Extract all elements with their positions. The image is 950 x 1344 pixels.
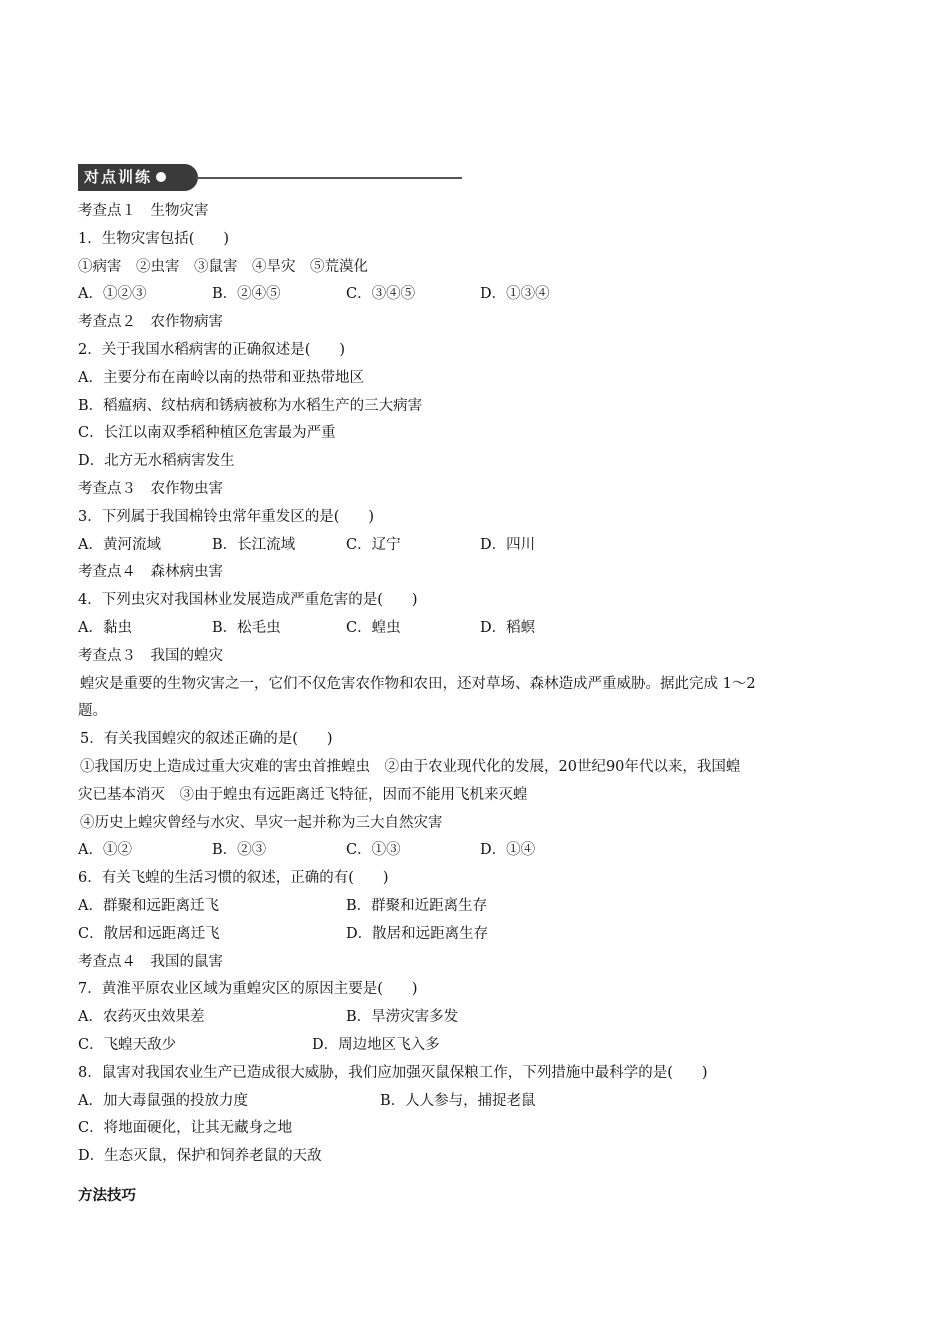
- option-a: A．主要分布在南岭以南的热带和亚热带地区: [78, 369, 364, 386]
- question-4-options: [78, 615, 868, 643]
- topic-heading: 考查点１ 生物灾害: [78, 203, 209, 219]
- topic-heading: 考查点４ 我国的鼠害: [78, 953, 223, 970]
- option-c: C．③④⑤: [346, 286, 416, 303]
- question-1: 1．生物灾害包括( ): [78, 230, 230, 247]
- option-b: B．稻瘟病、纹枯病和锈病被称为水稻生产的三大病害: [78, 397, 423, 414]
- section-header: [78, 164, 462, 191]
- option-a: A．加大毒鼠强的投放力度: [78, 1092, 248, 1109]
- question-5-statement: 灾已基本消灭 ③由于蝗虫有远距离迁飞特征，因而不能用飞机来灭蝗: [78, 786, 528, 803]
- option-c: C．散居和远距离迁飞: [78, 925, 220, 942]
- option-c: C．①③: [346, 842, 401, 859]
- option-c: C．飞蝗天敌少: [78, 1036, 177, 1053]
- question-7: 7．黄淮平原农业区域为重蝗灾区的原因主要是( ): [78, 981, 418, 998]
- question-list: [78, 198, 868, 1171]
- option-b: B．②④⑤: [212, 286, 281, 303]
- topic-heading: 考查点３ 我国的蝗灾: [78, 647, 223, 664]
- question-2: 2．关于我国水稻病害的正确叙述是( ): [78, 341, 346, 358]
- question-6-options: [78, 893, 868, 921]
- option-c: C．将地面硬化，让其无藏身之地: [78, 1120, 293, 1137]
- option-c: C．蝗虫: [346, 619, 401, 636]
- question-5-statement: ①我国历史上造成过重大灾难的害虫首推蝗虫 ②由于农业现代化的发展，20世纪90年代以来，我国蝗: [80, 758, 741, 775]
- option-d: D．散居和远距离生存: [346, 925, 489, 942]
- option-a: A．群聚和远距离迁飞: [78, 897, 219, 914]
- question-3-options: [78, 532, 868, 560]
- question-7-options: [78, 1032, 868, 1060]
- header-divider: [196, 177, 462, 179]
- option-a: A．黄河流域: [78, 536, 161, 553]
- question-4: 4．下列虫灾对我国林业发展造成严重危害的是( ): [78, 592, 418, 609]
- option-c: C．辽宁: [346, 536, 401, 553]
- question-1-items: ①病害 ②虫害 ③鼠害 ④旱灾 ⑤荒漠化: [78, 258, 368, 275]
- passage-line: 蝗灾是重要的生物灾害之一，它们不仅危害农作物和农田，还对草场、森林造成严重威胁。据此完成 1～2: [80, 675, 756, 692]
- question-8: 8．鼠害对我国农业生产已造成很大威胁，我们应加强灭鼠保粮工作，下列措施中最科学的是( ): [78, 1064, 708, 1081]
- option-b: B．旱涝灾害多发: [346, 1009, 459, 1026]
- option-d: D．①③④: [480, 286, 550, 303]
- question-5-options: [78, 837, 868, 865]
- topic-heading: 考查点４ 森林病虫害: [78, 564, 223, 581]
- option-a: A．①②: [78, 842, 132, 859]
- option-d: D．稻螟: [480, 619, 536, 636]
- option-d: D．①④: [480, 842, 536, 859]
- option-b: B．群聚和近距离生存: [346, 897, 488, 914]
- option-b: B．松毛虫: [212, 619, 281, 636]
- option-d: D．四川: [480, 536, 536, 553]
- option-d: D．生态灭鼠，保护和饲养老鼠的天敌: [78, 1148, 322, 1165]
- option-a: A．农药灭虫效果差: [78, 1009, 205, 1026]
- question-6-options: [78, 921, 868, 949]
- bullet-icon: [156, 172, 166, 182]
- passage-line: 题。: [78, 703, 107, 720]
- option-c: C．长江以南双季稻种植区危害最为严重: [78, 425, 336, 442]
- topic-heading: 考查点２ 农作物病害: [78, 314, 223, 331]
- topic-heading: 考查点３ 农作物虫害: [78, 480, 223, 497]
- option-b: B．②③: [212, 842, 267, 859]
- question-6: 6．有关飞蝗的生活习惯的叙述，正确的有( ): [78, 870, 389, 887]
- question-8-options: [78, 1088, 868, 1116]
- question-5: 5．有关我国蝗灾的叙述正确的是( ): [80, 731, 333, 748]
- question-5-statement: ④历史上蝗灾曾经与水灾、旱灾一起并称为三大自然灾害: [80, 814, 443, 831]
- method-heading: 方法技巧: [78, 1188, 136, 1204]
- option-a: A．①②③: [78, 286, 147, 303]
- section-header-label: 对点训练: [78, 164, 198, 191]
- option-a: A．黏虫: [78, 619, 132, 636]
- question-1-options: [78, 281, 868, 309]
- option-d: D．北方无水稻病害发生: [78, 453, 235, 470]
- option-d: D．周边地区飞入多: [312, 1036, 440, 1053]
- question-3: 3．下列属于我国棉铃虫常年重发区的是( ): [78, 508, 375, 525]
- option-b: B．长江流域: [212, 536, 296, 553]
- question-7-options: [78, 1004, 868, 1032]
- option-b: B．人人参与，捕捉老鼠: [380, 1092, 536, 1109]
